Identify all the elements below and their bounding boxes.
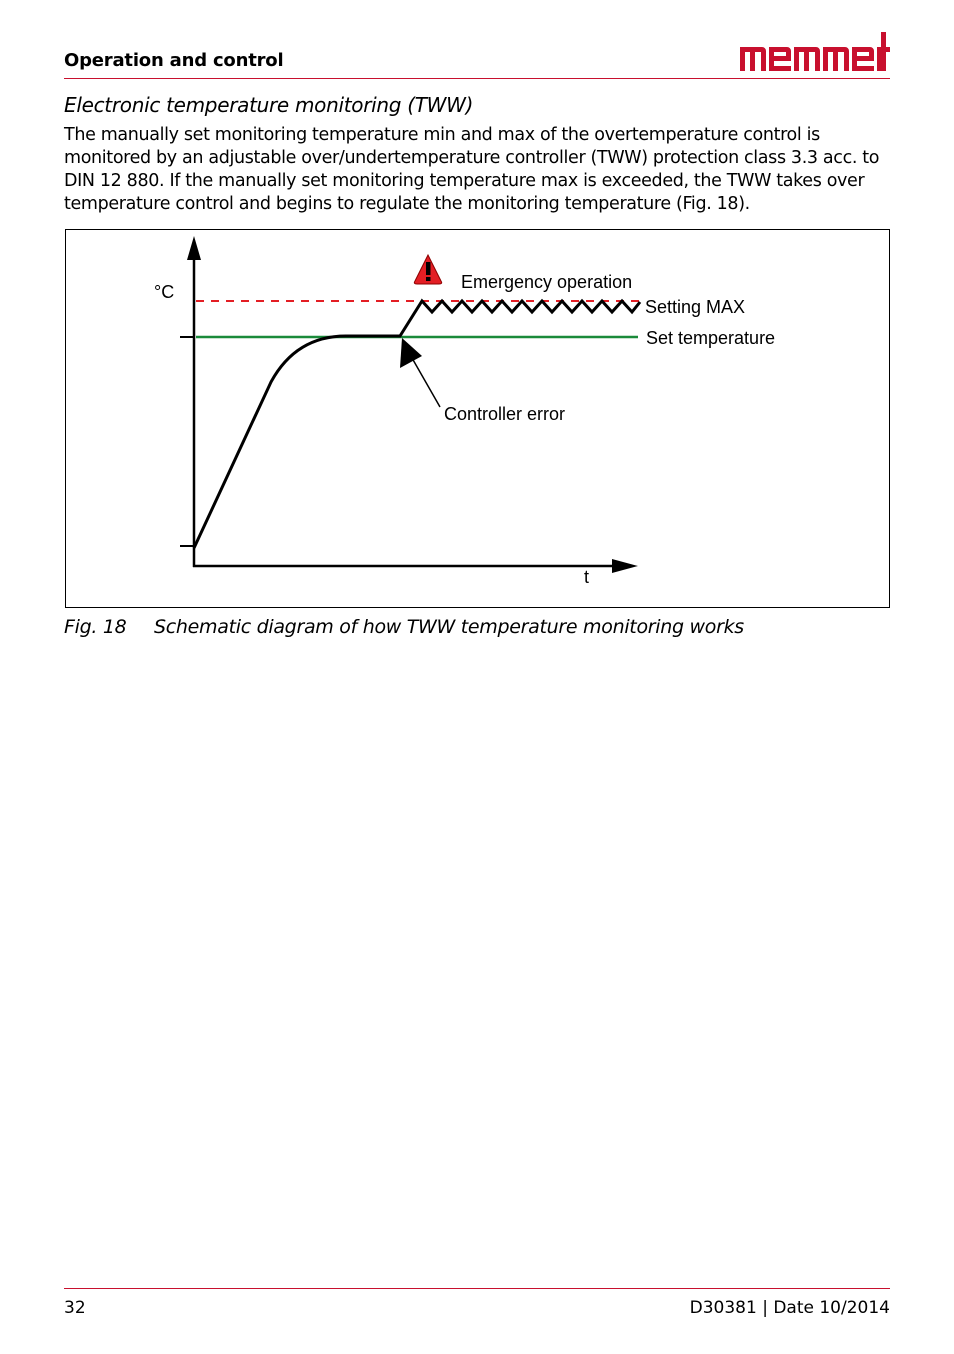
setting-max-label: Setting MAX [645,297,746,317]
body-paragraph [64,124,894,216]
section-heading: Electronic temperature monitoring (TWW) [64,93,474,117]
x-axis-label: t [584,567,590,587]
page-number: 32 [64,1298,86,1318]
emergency-operation-label: Emergency operation [461,272,633,292]
document-info: D30381 | Date 10/2014 [689,1298,890,1318]
header-divider [64,78,890,79]
controller-error-pointer [412,358,440,407]
text-segment: is exceeded, the TWW takes over temperature control and begins to regulate the monitoring temperature (Fig. 18). [64,171,865,214]
figure-caption-number: Fig. 18 [64,616,127,638]
warning-icon [414,255,441,284]
footer-divider [64,1288,890,1289]
x-axis-arrowhead [612,559,638,573]
y-axis-label: °C [154,282,175,302]
keyword-max: max [540,171,578,191]
figure-caption-text: Schematic diagram of how TWW temperature monitoring works [154,616,744,638]
memmert-logo [738,32,890,72]
figure-frame [65,229,890,608]
header-title: Operation and control [64,50,284,71]
y-axis-arrowhead [187,236,201,260]
keyword-max: max [497,125,535,145]
controller-error-arrowhead [400,338,422,368]
controller-error-label: Controller error [444,404,566,424]
set-temperature-label: Set temperature [646,328,776,348]
text-segment: and [455,125,498,145]
text-segment: The manually set monitoring temperature [64,125,424,145]
tww-diagram [66,230,889,607]
text-segment: of the overtemperature control is monitored by an adjustable over/undertemperature controller (TWW) protection class 3.3 acc. to DIN 12 880. If the manually set monitoring temperature [64,125,880,191]
keyword-min: min [423,125,456,145]
